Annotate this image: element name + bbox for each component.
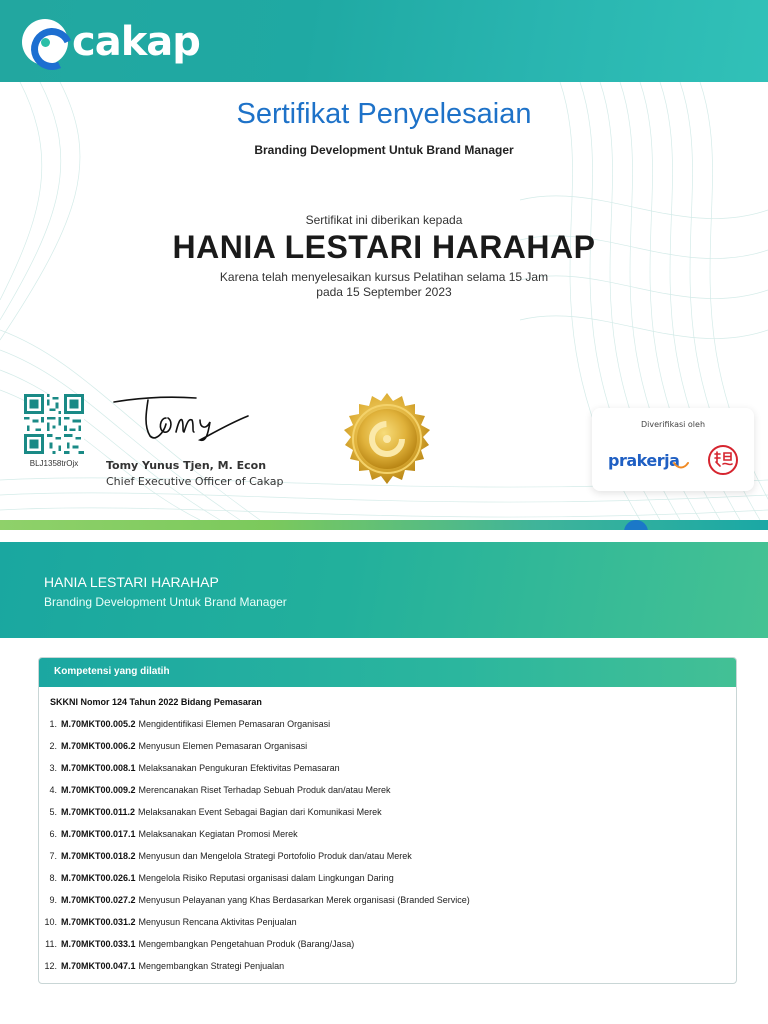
competency-code: M.70MKT00.006.2 xyxy=(61,741,136,751)
competency-item xyxy=(39,955,737,977)
signature-image xyxy=(108,388,258,448)
cakap-logo xyxy=(22,16,200,68)
reason-line-2: pada 15 September 2023 xyxy=(316,285,452,299)
prakerja-logo: prakerja xyxy=(608,451,680,470)
competency-code: M.70MKT00.017.1 xyxy=(61,829,136,839)
competency-panel-header xyxy=(39,658,736,687)
competency-item xyxy=(39,823,737,845)
cakap-logo-icon xyxy=(22,19,68,65)
competency-code: M.70MKT00.027.2 xyxy=(61,895,136,905)
page2-course-title: Branding Development Untuk Brand Manager xyxy=(44,595,287,609)
competency-item xyxy=(39,867,737,889)
separator-band xyxy=(0,520,768,530)
competency-item xyxy=(39,801,737,823)
competency-number: 11. xyxy=(45,939,57,949)
competency-number: 6. xyxy=(49,829,57,839)
completion-reason xyxy=(0,270,768,300)
competency-description: Menyusun Pelayanan yang Khas Berdasarkan Merek organisasi (Branded Service) xyxy=(138,895,470,905)
competency-description: Mengembangkan Pengetahuan Produk (Barang/Jasa) xyxy=(138,939,355,949)
competency-code: M.70MKT00.008.1 xyxy=(61,763,136,773)
competency-item xyxy=(39,713,737,735)
gold-seal-icon xyxy=(335,391,439,495)
red-stamp-icon xyxy=(707,444,739,476)
competency-description: Mengelola Risiko Reputasi organisasi dalam Lingkungan Daring xyxy=(138,873,394,883)
competency-code: M.70MKT00.011.2 xyxy=(61,807,136,817)
recipient-name: HANIA LESTARI HARAHAP xyxy=(172,229,596,265)
verified-by-label: Diverifikasi oleh xyxy=(640,420,706,429)
competency-number: 3. xyxy=(49,763,57,773)
certificate-id: BLJ1358trOjx xyxy=(29,459,79,468)
page2-recipient-name: HANIA LESTARI HARAHAP xyxy=(44,574,219,590)
competency-item xyxy=(39,757,737,779)
competency-list xyxy=(39,713,737,977)
competency-description: Mengidentifikasi Elemen Pemasaran Organisasi xyxy=(138,719,331,729)
competency-code: M.70MKT00.005.2 xyxy=(61,719,136,729)
prakerja-swoosh-icon xyxy=(673,461,689,470)
competency-code: M.70MKT00.033.1 xyxy=(61,939,136,949)
competency-description: Menyusun Elemen Pemasaran Organisasi xyxy=(138,741,308,751)
competency-code: M.70MKT00.018.2 xyxy=(61,851,136,861)
competency-number: 4. xyxy=(49,785,57,795)
competency-number: 7. xyxy=(49,851,57,861)
competency-code: M.70MKT00.026.1 xyxy=(61,873,136,883)
competency-description: Menyusun Rencana Aktivitas Penjualan xyxy=(138,917,297,927)
competency-description: Mengembangkan Strategi Penjualan xyxy=(138,961,285,971)
competency-item xyxy=(39,779,737,801)
qr-code-icon xyxy=(24,394,84,454)
competency-panel xyxy=(38,657,737,984)
competency-number: 10. xyxy=(44,917,57,927)
competency-description: Merencanakan Riset Terhadap Sebuah Produk dan/atau Merek xyxy=(138,785,391,795)
competency-description: Melaksanakan Kegiatan Promosi Merek xyxy=(138,829,298,839)
competency-description: Melaksanakan Event Sebagai Bagian dari Komunikasi Merek xyxy=(138,807,382,817)
competency-standard: SKKNI Nomor 124 Tahun 2022 Bidang Pemasaran xyxy=(50,697,262,707)
competency-number: 12. xyxy=(44,961,57,971)
competency-code: M.70MKT00.009.2 xyxy=(61,785,136,795)
competency-description: Menyusun dan Mengelola Strategi Portofolio Produk dan/atau Merek xyxy=(138,851,412,861)
course-title: Branding Development Untuk Brand Manager xyxy=(254,143,514,157)
competency-code: M.70MKT00.031.2 xyxy=(61,917,136,927)
competency-number: 1. xyxy=(49,719,57,729)
given-to-text: Sertifikat ini diberikan kepada xyxy=(305,213,463,227)
competency-page-header xyxy=(0,542,768,638)
competency-number: 8. xyxy=(49,873,57,883)
verification-card xyxy=(592,408,754,491)
competency-item xyxy=(39,933,737,955)
competency-number: 2. xyxy=(49,741,57,751)
competency-item xyxy=(39,889,737,911)
competency-item xyxy=(39,735,737,757)
signer-role: Chief Executive Officer of Cakap xyxy=(106,475,284,488)
signer-name: Tomy Yunus Tjen, M. Econ xyxy=(106,459,267,472)
logo-text: cakap xyxy=(72,19,200,65)
certificate-title: Sertifikat Penyelesaian xyxy=(236,98,532,130)
competency-number: 5. xyxy=(49,807,57,817)
reason-line-1: Karena telah menyelesaikan kursus Pelatihan selama 15 Jam xyxy=(219,270,549,284)
competency-item xyxy=(39,845,737,867)
competency-header-label: Kompetensi yang dilatih xyxy=(54,666,170,677)
competency-code: M.70MKT00.047.1 xyxy=(61,961,136,971)
competency-description: Melaksanakan Pengukuran Efektivitas Pemasaran xyxy=(138,763,340,773)
competency-number: 9. xyxy=(49,895,57,905)
competency-item xyxy=(39,911,737,933)
